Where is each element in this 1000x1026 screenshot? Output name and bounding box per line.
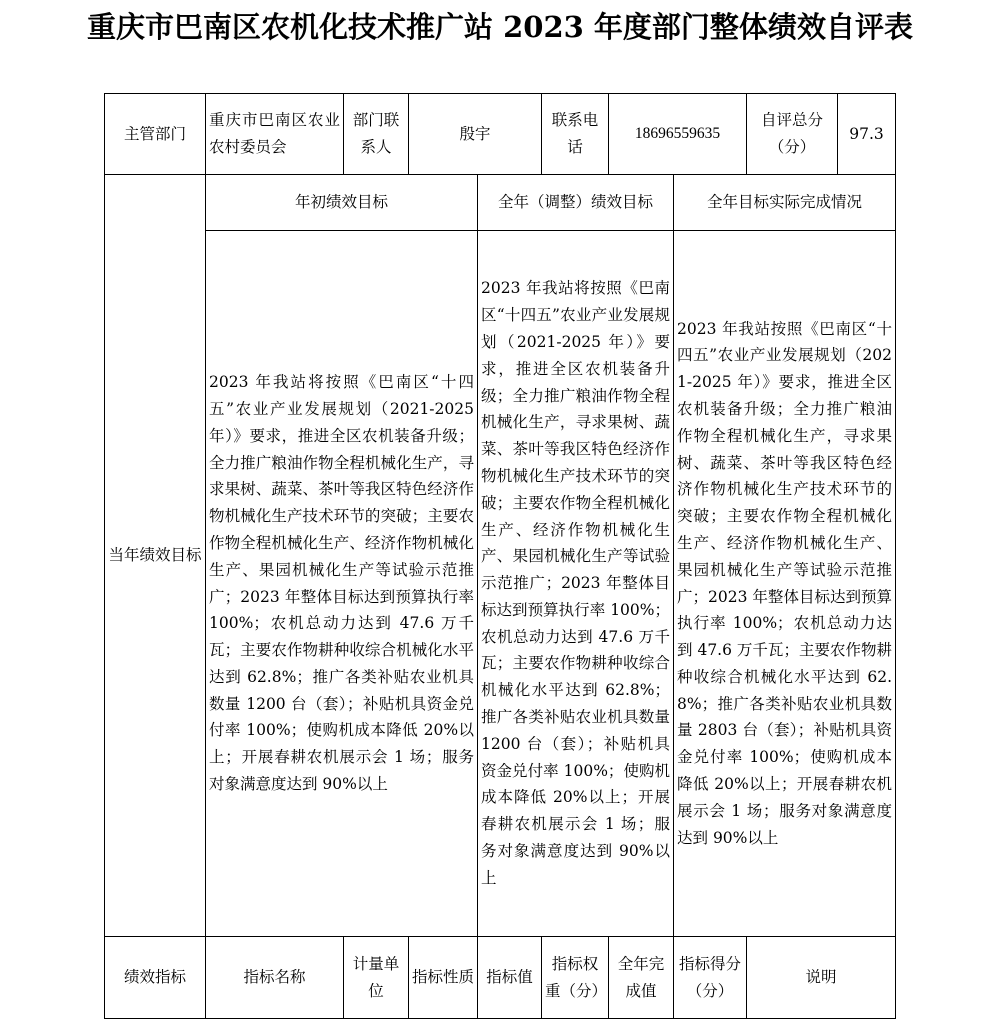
initial-goal-header: 年初绩效目标 — [206, 175, 478, 231]
phone-label: 联系电话 — [542, 94, 609, 175]
indicator-unit-header: 计量单位 — [344, 937, 409, 1019]
dept-label: 主管部门 — [105, 94, 206, 175]
info-row — [105, 94, 896, 175]
dept-value: 重庆市巴南区农业农村委员会 — [206, 94, 344, 175]
contact-label: 部门联系人 — [344, 94, 409, 175]
indicator-nature-header: 指标性质 — [409, 937, 478, 1019]
page-title: 重庆市巴南区农机化技术推广站 2023 年度部门整体绩效自评表 — [87, 10, 913, 44]
score-label: 自评总分（分） — [747, 94, 838, 174]
performance-table — [104, 93, 896, 1019]
goals-row-label: 当年绩效目标 — [105, 175, 206, 937]
actual-goal-text: 2023 年我站按照《巴南区“十四五”农业产业发展规划（2021-2025 年）》要求，推进全区农机装备升级；全力推广粮油作物全程机械化生产，寻求果树、蔬菜、茶叶等我区特色经济作物机械化生产技术环节的突破；主要农作物全程机械化生产、经济作物机械化生产、果园机械化生产等试验示范推广；2023 年整体目标达到预算执行率 100%；农机总动力达到 47.6 万千瓦；主要农作物耕种收综合机械化水平达到 62.8%；推广各类补贴农业机具数量 2803 台（套）；补贴机具资金兑付率 100%；使购机成本降低 20%以上；开展春耕农机展示会 1 场；服务对象满意度达到 90%以上 — [674, 231, 896, 937]
indicator-row-label: 绩效指标 — [105, 937, 206, 1019]
actual-goal-header: 全年目标实际完成情况 — [674, 175, 896, 231]
goals-content-row — [105, 231, 896, 937]
indicator-note-header: 说明 — [747, 937, 896, 1019]
phone-value: 18696559635 — [609, 94, 747, 175]
adjusted-goal-text: 2023 年我站将按照《巴南区“十四五”农业产业发展规划（2021-2025 年）》要求，推进全区农机装备升级；全力推广粮油作物全程机械化生产，寻求果树、蔬菜、茶叶等我区特色经济作物机械化生产技术环节的突破；主要农作物全程机械化生产、经济作物机械化生产、果园机械化生产等试验示范推广；2023 年整体目标达到预算执行率 100%；农机总动力达到 47.6 万千瓦；主要农作物耕种收综合机械化水平达到 62.8%；推广各类补贴农业机具数量 1200 台（套）；补贴机具资金兑付率 100%；使购机成本降低 20%以上；开展春耕农机展示会 1 场；服务对象满意度达到 90%以上 — [478, 231, 674, 937]
indicator-weight-header: 指标权重（分） — [542, 937, 609, 1019]
initial-goal-text: 2023 年我站将按照《巴南区“十四五”农业产业发展规划（2021-2025 年）》要求，推进全区农机装备升级；全力推广粮油作物全程机械化生产，寻求果树、蔬菜、茶叶等我区特色经济作物机械化生产技术环节的突破；主要农作物全程机械化生产、经济作物机械化生产、果园机械化生产等试验示范推广；2023 年整体目标达到预算执行率 100%；农机总动力达到 47.6 万千瓦；主要农作物耕种收综合机械化水平达到 62.8%；推广各类补贴农业机具数量 1200 台（套）；补贴机具资金兑付率 100%；使购机成本降低 20%以上；开展春耕农机展示会 1 场；服务对象满意度达到 90%以上 — [206, 231, 478, 937]
contact-value: 殷宇 — [409, 94, 542, 175]
indicator-score-header: 指标得分（分） — [674, 937, 747, 1019]
indicator-header-row — [105, 937, 896, 1019]
goals-header-row — [105, 175, 896, 231]
indicator-name-header: 指标名称 — [206, 937, 344, 1019]
indicator-value-header: 指标值 — [478, 937, 542, 1019]
score-value: 97.3 — [849, 124, 884, 143]
indicator-completed-header: 全年完成值 — [609, 937, 674, 1019]
score-cell — [747, 94, 896, 175]
adjusted-goal-header: 全年（调整）绩效目标 — [478, 175, 674, 231]
